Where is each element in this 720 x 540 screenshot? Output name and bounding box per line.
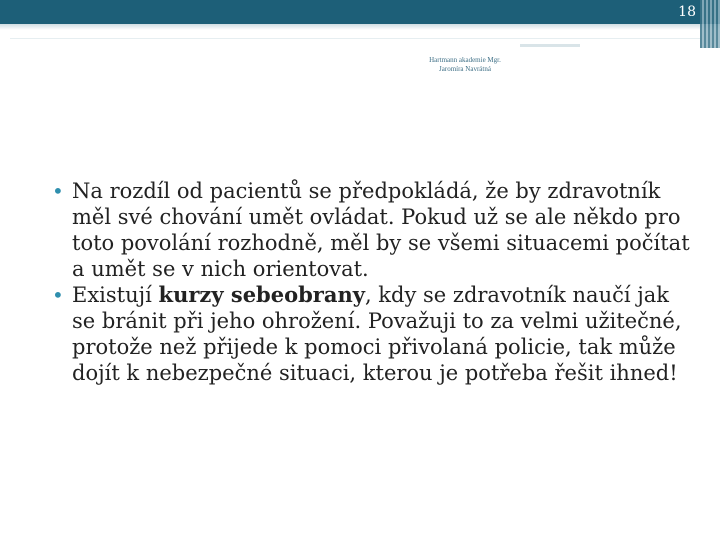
bullet-text: Na rozdíl od pacientů se předpokládá, že by zdravotník měl své chování umět ovládat. Pokud už se ale někdo pro toto povolání rozhodně, měl by se všemi situacemi počítat a umět se v nich orientovat.	[72, 179, 690, 281]
bullet-list	[52, 178, 692, 386]
bullet-item	[52, 178, 692, 282]
corner-stripes	[700, 0, 720, 48]
header-fade	[0, 24, 720, 30]
bullet-text-post: , kdy se zdravotník naučí jak se bránit při jeho ohrožení. Považuji to za velmi užitečné, protože než přijede k pomoci přivolaná policie, tak může dojít k nebezpečné situaci, kterou je potřeba řešit ihned!	[72, 283, 682, 385]
header-accent-line	[520, 44, 580, 47]
author-line-1: Hartmann akademie Mgr.	[429, 56, 501, 64]
page-number: 18	[678, 4, 696, 20]
author-note	[410, 56, 520, 74]
bullet-text-emphasis: kurzy sebeobrany	[158, 282, 365, 307]
bullet-icon: •	[52, 283, 64, 307]
header-band	[0, 0, 720, 24]
bullet-text-pre: Existují	[72, 283, 159, 307]
author-line-2: Jaromíra Navrátná	[439, 65, 491, 73]
bullet-icon: •	[52, 179, 64, 203]
header-divider	[10, 38, 700, 39]
bullet-item	[52, 282, 692, 386]
